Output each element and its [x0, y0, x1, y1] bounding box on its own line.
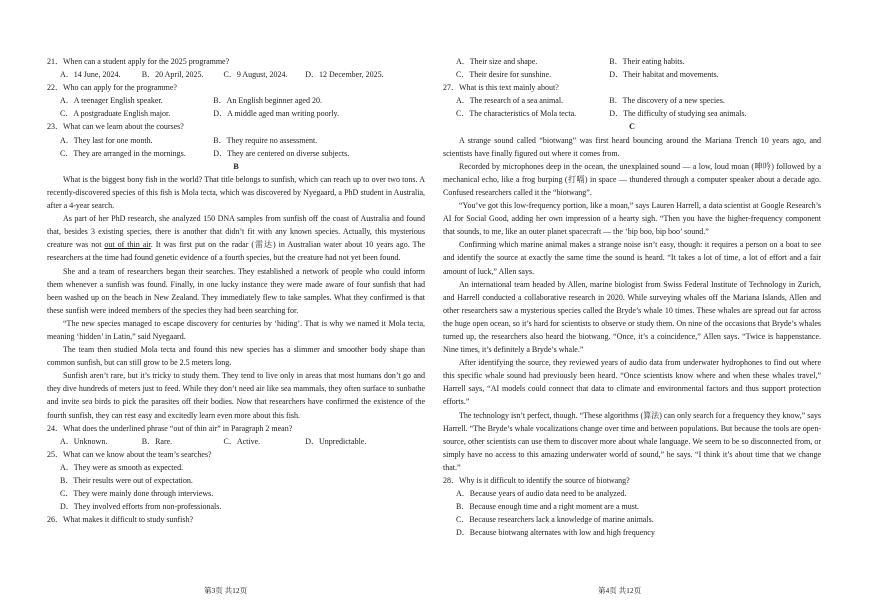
q26-options-cd [443, 68, 821, 81]
q24-option-b: B．Rare. [141, 436, 173, 446]
q27-options-ab [443, 94, 821, 107]
right-column [443, 55, 821, 539]
q24-options [47, 435, 425, 448]
q28-stem: 28．Why is it difficult to identify the source of biotwang? [443, 476, 630, 485]
q27-option-a: A．The research of a sea animal. [456, 96, 564, 106]
q27-stem: 27．What is this text mainly about? [443, 83, 559, 93]
section-c-heading: C [629, 122, 635, 132]
passage-c-paragraph-5: An international team headed by Allen, marine biologist from Swiss Federal Institute of Technology in Zurich, and Harrell conducted a collaborative research in 2020. While surveying whales off the Mariana Islands, Allen and other researchers saw a mysterious species called the Bryde’s whale 10 times. These whales are spread out far across the huge open ocean, so it’s hard for scientists to observe or study them. On nine of the occasions that Bryde’s whales turned up, the researchers also heard the biotwang. “Once, it’s a coincidence,” Allen says. “Twice is happenstance. Nine times, it’s definitely a Bryde’s whale.” [443, 279, 821, 355]
passage-c-paragraph-4: Confirming which marine animal makes a strange noise isn’t easy, though: it requires a person on a boat to see and identify the source at exactly the same time the sound is heard. “It takes a lot of time, a lot of effort and a fair amount of luck,” Allen says. [443, 240, 821, 276]
q23-option-d: D．They are centered on diverse subjects. [213, 148, 350, 158]
q22-option-d: D．A middle aged man writing poorly. [213, 109, 339, 119]
q28-option-b: B．Because enough time and a right moment are a must. [456, 502, 640, 512]
q24-option-d: D．Unpredictable. [305, 436, 367, 446]
q28-option-a: A．Because years of audio data need to be analyzed. [456, 489, 627, 499]
q24-stem: 24．What does the underlined phrase “out of thin air” in Paragraph 2 mean? [47, 423, 293, 433]
q23-option-b: B．They require no assessment. [213, 135, 318, 145]
passage-b-paragraph-4: “The new species managed to escape discovery for centuries by ‘hiding’. That is why we named it Mola tecta, meaning ‘hidden’ in Latin,” said Nyegaard. [47, 318, 425, 341]
passage-b-paragraph-5: The team then studied Mola tecta and found this new species has a slimmer and smoother body shape than common sunfish, but can still grow to be 2.5 meters long. [47, 345, 425, 368]
q25-option-a: A．They were as smooth as expected. [60, 462, 184, 472]
q22-options-ab [47, 94, 425, 107]
q23-option-a: A．They last for one month. [60, 135, 153, 145]
q21-option-b: B．20 April, 2025. [141, 70, 204, 80]
q25-option-c: C．They were mainly done through interviews. [60, 489, 214, 499]
q26-option-c: C．Their desire for sunshine. [456, 70, 552, 80]
q24-option-a: A．Unknown. [60, 436, 108, 446]
passage-c-paragraph-3: “You’ve got this low-frequency portion, like a moan,” says Lauren Harrell, a data scientist at Google Research’s AI for Social Good, adding her own impression of a hearty sigh. “Then you have the higher-frequency component that sounds, to me, like an outer planet spacecraft — the ‘bip boo, bip boo’ sound.” [443, 201, 821, 237]
passage-b-paragraph-6: Sunfish aren’t rare, but it’s tricky to study them. They tend to live only in areas that most humans don’t go and they dive hundreds of meters just to feed. While they don’t need air like sea mammals, they often surface to sunbathe and invite sea birds to pick the parasites off their bodies. Now that researchers have confirmed the existence of the fourth sunfish, they can rest easy and excitedly learn even more about this fish. [47, 371, 425, 420]
q23-stem: 23．What can we learn about the courses? [47, 122, 184, 132]
passage-c-paragraph-7: The technology isn’t perfect, though. “These algorithms (算法) can only search for a frequency they know,” says Harrell. “The Bryde’s whale vocalizations change over time and between populations. But because the tools are open-source, other scientists can use them to discover more about whale language. We seem to be so disconnected from, or simply have no access to this amazing underwater world of sound,” he says. “I think it’s about time that we change that.” [443, 410, 821, 472]
q22-option-a: A．A teenager English speaker. [60, 96, 163, 106]
q25-option-b: B．Their results were out of expectation. [60, 476, 193, 485]
q27-option-d: D．The difficulty of studying sea animals. [609, 109, 747, 119]
passage-b-paragraph-2 [47, 212, 425, 264]
q27-option-b: B．The discovery of a new species. [609, 96, 725, 106]
paragraph-2-text-after: . It was first put on the radar (雷达) in Australian water about 10 years ago. The researchers at the time had found genetic evidence of a fourth species, but the creature had not yet been found. [47, 240, 426, 263]
underlined-phrase: out of thin air [104, 240, 151, 250]
q21-stem: 21．When can a student apply for the 2025 programme? [47, 57, 230, 66]
right-page-footer: 第4页 共12页 [598, 586, 642, 595]
paragraph-2-text-before: As part of her PhD research, she analyzed 150 DNA samples from sunfish off the coast of Australia and found that, besides 3 existing species, there is another that didn’t fit with any known species. Actually, this mysterious creature was not [47, 214, 425, 250]
q27-option-c: C．The characteristics of Mola tecta. [456, 109, 577, 119]
q25-option-d: D．They involved efforts from non-professionals. [60, 502, 222, 512]
q26-option-a: A．Their size and shape. [456, 57, 538, 66]
q26-option-b: B．Their eating habits. [609, 57, 685, 66]
q22-options-cd [47, 107, 425, 120]
left-page-footer: 第3页 共12页 [204, 586, 248, 595]
q21-option-d: D．12 December, 2025. [305, 70, 384, 80]
q26-option-d: D．Their habitat and movements. [609, 70, 719, 80]
q22-option-c: C．A postgraduate English major. [60, 109, 171, 119]
q28-option-d: D．Because biotwang alternates with low and high frequency [456, 528, 655, 538]
q27-options-cd [443, 107, 821, 120]
q23-options-cd [47, 147, 425, 160]
passage-c-paragraph-2: Recorded by microphones deep in the ocean, the unexplained sound — a low, loud moan (呻吟) followed by a mechanical echo, like a frog burping (打嗝) in space — thundered through a computer speaker about a decade ago. Confused researchers called it the “biotwang”. [443, 161, 821, 197]
passage-b-paragraph-1: What is the biggest bony fish in the world? That title belongs to sunfish, which can reach up to over two tons. A recently-discovered species of this fish is Mola tecta, which was discovered by Nyegaard, a PhD student in Australia, after a 4-year search. [47, 174, 425, 211]
section-b-heading: B [233, 161, 239, 171]
q21-option-c: C．9 August, 2024. [223, 70, 288, 80]
q22-option-b: B．An English beginner aged 20. [213, 96, 322, 106]
passage-b-paragraph-3: She and a team of researchers began their searches. They established a network of people who could inform them whenever a sunfish was found. Finally, in one lucky instance they were made aware of four sunfish that had been washed up on the beach in New Zealand. They immediately flew to take samples. What they confirmed is that these sunfish were indeed members of the species they had been searching for. [47, 266, 425, 315]
q22-stem: 22．Who can apply for the programme? [47, 83, 177, 93]
left-column [47, 55, 425, 526]
q25-stem: 25．What can we know about the team’s searches? [47, 449, 212, 459]
q28-option-c: C．Because researchers lack a knowledge of marine animals. [456, 515, 654, 525]
q26-stem: 26．What makes it difficult to study sunfish? [47, 515, 194, 525]
q24-option-c: C．Active. [223, 436, 261, 446]
passage-c-paragraph-1: A strange sound called “biotwang” was first heard bouncing around the Mariana Trench 10 years ago, and scientists have finally figured out where it comes from. [443, 135, 821, 158]
q26-options-ab [443, 55, 821, 68]
q21-options [47, 68, 425, 81]
passage-c-paragraph-6: After identifying the source, they reviewed years of audio data from underwater hydrophones to find out where this specific whale sound had previously been heard. “Once scientists know where and when these whales travel,” Harrell says, “AI models could connect that data to climate and environmental factors and thus support protection efforts.” [443, 358, 821, 407]
q21-option-a: A．14 June, 2024. [60, 70, 121, 80]
q23-options-ab [47, 134, 425, 147]
q23-option-c: C．They are arranged in the mornings. [60, 148, 186, 158]
